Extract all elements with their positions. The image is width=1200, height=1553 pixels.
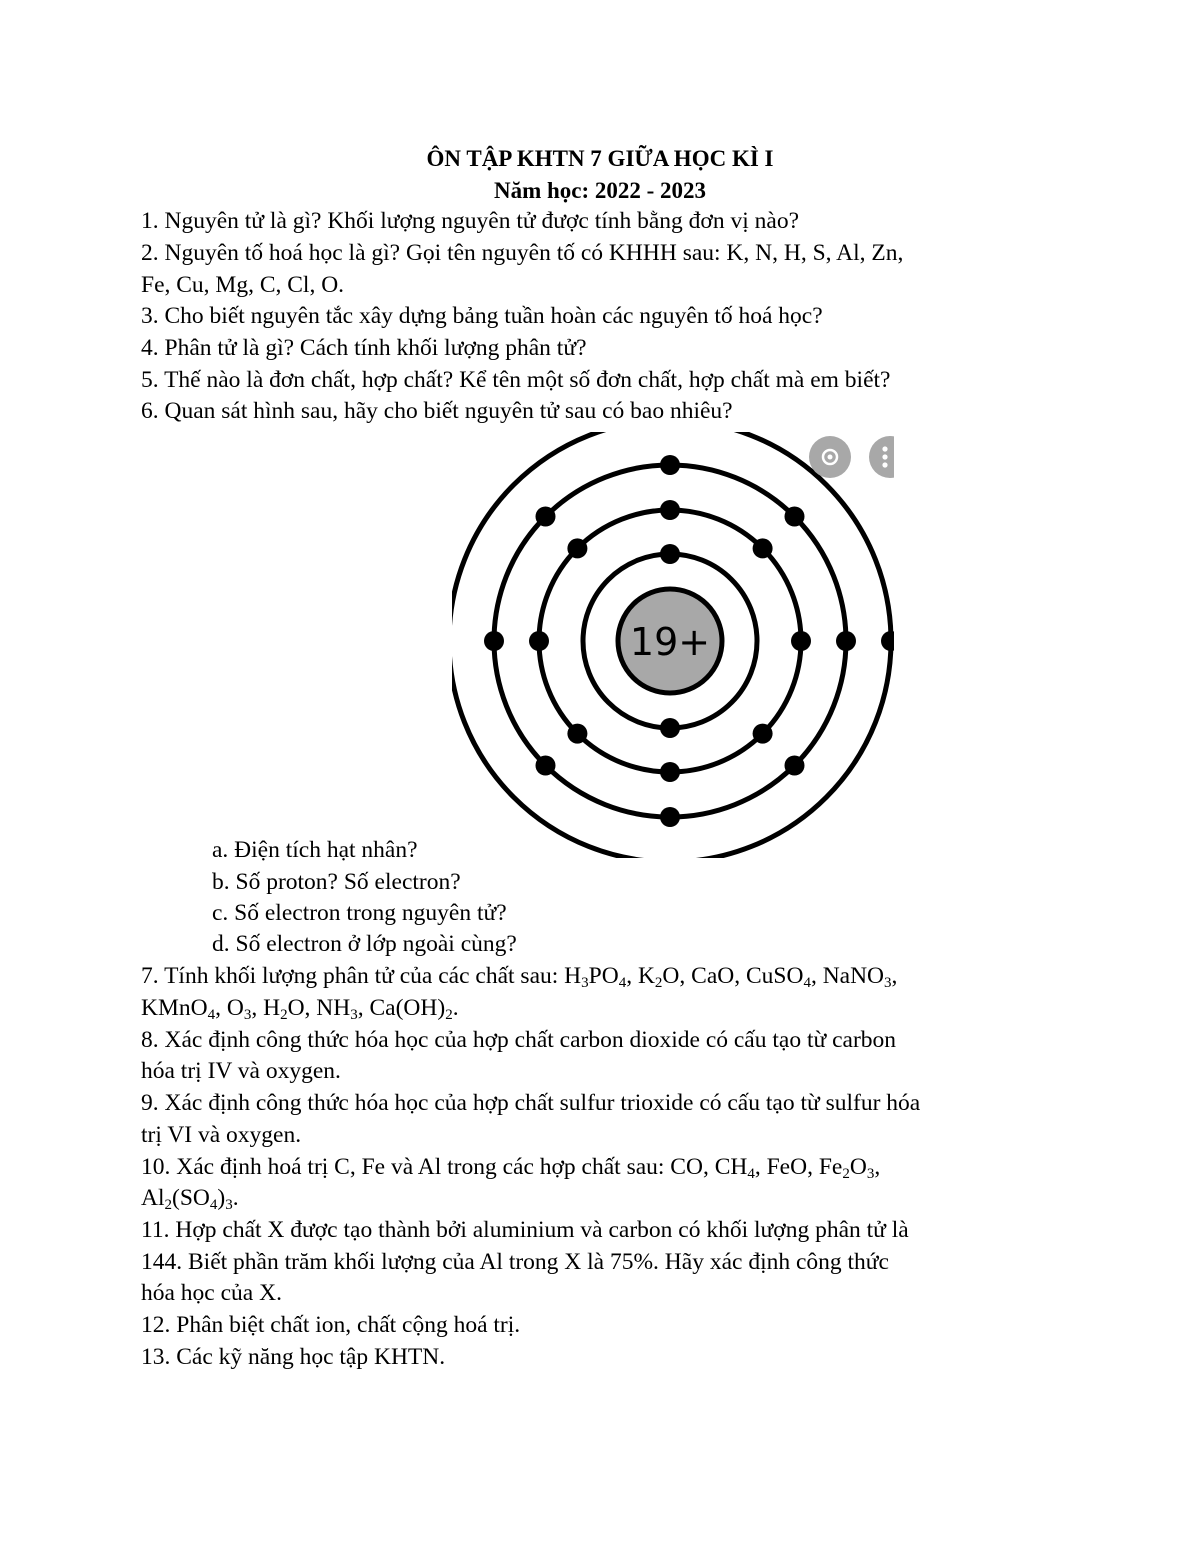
- formula-text: O: [849, 1154, 867, 1180]
- question-6b: b. Số proton? Số electron?: [212, 869, 461, 895]
- electron: [536, 507, 556, 527]
- page-title: ÔN TẬP KHTN 7 GIỮA HỌC KÌ I: [426, 146, 774, 171]
- separator: ,: [626, 963, 638, 989]
- atom-diagram: [452, 432, 894, 858]
- formula-text: O, NH: [287, 995, 351, 1021]
- question-3: 3. Cho biết nguyên tắc xây dựng bảng tuần hoàn các nguyên tố hoá học?: [141, 303, 823, 329]
- subscript: 3: [243, 1007, 252, 1023]
- electron: [753, 724, 773, 744]
- electron: [484, 631, 504, 651]
- question-10-line-2: [141, 1183, 239, 1215]
- subscript: 4: [207, 1007, 216, 1023]
- question-6d: d. Số electron ở lớp ngoài cùng?: [212, 931, 517, 957]
- formula-text: , O: [215, 995, 244, 1021]
- subscript: 3: [225, 1197, 233, 1213]
- electron: [529, 631, 549, 651]
- formula-text: KMnO: [141, 995, 208, 1021]
- electron: [660, 500, 680, 520]
- formula-text: H: [564, 963, 582, 989]
- subscript: 3: [350, 1007, 358, 1023]
- nucleus-charge-label: 19+: [629, 620, 711, 664]
- question-11-line-1: 11. Hợp chất X được tạo thành bởi aluminium và carbon có khối lượng phân tử là: [141, 1217, 909, 1243]
- electron: [753, 538, 773, 558]
- question-6c: c. Số electron trong nguyên tử?: [212, 900, 507, 926]
- more-options-icon[interactable]: [869, 436, 894, 478]
- question-8-line-1: 8. Xác định công thức hóa học của hợp chất carbon dioxide có cấu tạo từ carbon: [141, 1027, 897, 1053]
- formula-text: , Ca(OH): [357, 995, 446, 1021]
- electron: [785, 507, 805, 527]
- electron: [881, 631, 894, 651]
- electron: [660, 455, 680, 475]
- question-9-line-2: trị VI và oxygen.: [141, 1122, 302, 1148]
- electron: [660, 807, 680, 827]
- question-5: 5. Thế nào là đơn chất, hợp chất? Kể tên một số đơn chất, hợp chất mà em biết?: [141, 367, 891, 393]
- formula-text: (SO: [172, 1185, 210, 1211]
- subscript: 4: [618, 975, 627, 991]
- question-11-line-2: 144. Biết phần trăm khối lượng của Al trong X là 75%. Hãy xác định công thức: [141, 1249, 889, 1275]
- formula-text: PO: [588, 963, 619, 989]
- subscript: 2: [842, 1166, 850, 1182]
- question-12: 12. Phân biệt chất ion, chất cộng hoá trị.: [141, 1312, 521, 1338]
- question-4: 4. Phân tử là gì? Cách tính khối lượng phân tử?: [141, 335, 587, 361]
- bohr-model-figure: [452, 432, 894, 858]
- question-13: 13. Các kỹ năng học tập KHTN.: [141, 1344, 446, 1370]
- electron: [536, 756, 556, 776]
- electron: [660, 762, 680, 782]
- question-10-text: 10. Xác định hoá trị C, Fe và Al trong các hợp chất sau: CO, CH: [141, 1154, 748, 1180]
- formula-text: , H: [251, 995, 281, 1021]
- formula-text: ): [217, 1185, 226, 1211]
- separator: .: [232, 1185, 239, 1211]
- subscript: 2: [445, 1007, 453, 1023]
- question-1: 1. Nguyên tử là gì? Khối lượng nguyên tử được tính bằng đơn vị nào?: [141, 208, 799, 234]
- question-7-line-2: [141, 993, 459, 1025]
- formula-text: Al: [141, 1185, 165, 1211]
- electron: [791, 631, 811, 651]
- question-10-line-1: [141, 1152, 880, 1184]
- subscript: 3: [884, 975, 892, 991]
- formula-text: O, CaO, CuSO: [662, 963, 804, 989]
- page-subtitle: Năm học: 2022 - 2023: [493, 178, 707, 203]
- subscript: 4: [747, 1166, 755, 1182]
- separator: ,: [874, 1154, 881, 1180]
- question-2-line-2: Fe, Cu, Mg, C, Cl, O.: [141, 272, 345, 298]
- subscript: 3: [866, 1166, 875, 1182]
- subscript: 3: [581, 975, 589, 991]
- electron: [567, 724, 587, 744]
- electron: [660, 718, 680, 738]
- lens-icon[interactable]: [809, 436, 851, 478]
- separator: ,: [891, 963, 898, 989]
- formula-text: , NaNO: [810, 963, 885, 989]
- subscript: 2: [164, 1197, 172, 1213]
- subscript: 2: [280, 1007, 288, 1023]
- question-7-text: 7. Tính khối lượng phân tử của các chất sau:: [141, 963, 565, 989]
- question-8-line-2: hóa trị IV và oxygen.: [141, 1058, 341, 1084]
- subscript: 4: [209, 1197, 218, 1213]
- formula-text: K: [637, 963, 655, 989]
- question-7-line-1: [141, 961, 897, 993]
- separator: .: [452, 995, 459, 1021]
- subscript: 2: [654, 975, 663, 991]
- question-6a: a. Điện tích hạt nhân?: [212, 837, 418, 863]
- electron: [567, 538, 587, 558]
- question-11-line-3: hóa học của X.: [141, 1280, 282, 1306]
- question-9-line-1: 9. Xác định công thức hóa học của hợp chất sulfur trioxide có cấu tạo từ sulfur hóa: [141, 1090, 921, 1116]
- question-6: 6. Quan sát hình sau, hãy cho biết nguyên tử sau có bao nhiêu?: [141, 398, 733, 424]
- electron: [660, 544, 680, 564]
- subscript: 4: [803, 975, 811, 991]
- electron: [836, 631, 856, 651]
- question-2-line-1: 2. Nguyên tố hoá học là gì? Gọi tên nguyên tố có KHHH sau: K, N, H, S, Al, Zn,: [141, 240, 904, 266]
- electron: [785, 756, 805, 776]
- formula-text: , FeO, Fe: [754, 1154, 843, 1180]
